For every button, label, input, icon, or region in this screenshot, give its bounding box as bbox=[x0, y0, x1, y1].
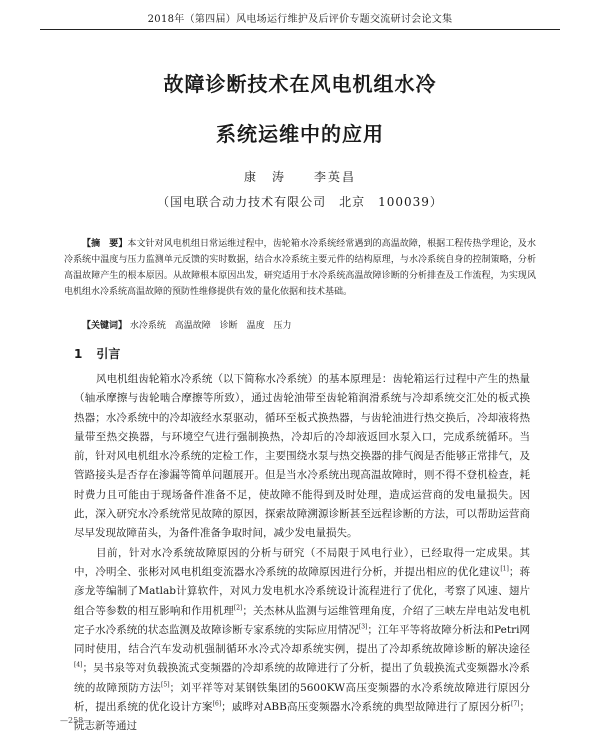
abstract bbox=[64, 236, 536, 300]
affiliation: （国电联合动力技术有限公司 北京 100039） bbox=[157, 195, 443, 209]
running-header: 2018年（第四届）风电场运行维护及后评价专题交流研讨会论文集 bbox=[40, 10, 560, 30]
paragraph-2-part: 目前，针对水冷系统故障原因的分析与研究（不局限于风电行业），已经取得一定成果。其中，冷明全、张彬对风电机组变流器水冷系统的故障原因进行分析，并提出相应的优化建议 bbox=[74, 546, 530, 578]
abstract-label: 【摘 要】 bbox=[82, 239, 128, 249]
keywords-label: 【关键词】 bbox=[82, 321, 128, 331]
citation: [5] bbox=[161, 681, 170, 689]
paragraph-2-part: ；阮志新等通过 bbox=[74, 701, 531, 733]
keyword-item: 温度 bbox=[246, 321, 265, 331]
paper-title-line-2: 系统运维中的应用 bbox=[216, 122, 384, 146]
section-title: 引言 bbox=[96, 347, 121, 361]
paragraph-2-part: ；关杰林从监测与运维管理角度，介绍了三峡左岸电站发电机定子水冷系统的状态监测及故障诊断专家系统的实际应用情况 bbox=[74, 604, 531, 636]
keyword-item: 诊断 bbox=[219, 321, 238, 331]
keyword-item: 压力 bbox=[273, 321, 292, 331]
keywords bbox=[82, 318, 536, 334]
paragraph-2-part: ；刘平祥等对某钢铁集团的5600KW高压变频器的水冷系统故障进行原因分析，提出系统的优化设计方案 bbox=[74, 681, 530, 714]
paragraph-2-part: ；江年平等将故障分析法和Petri网同时使用，结合汽车发动机强制循环水冷式冷却系统实例，提出了冷却系统故障诊断的解决途径 bbox=[74, 623, 531, 656]
keyword-item: 水冷系统 bbox=[129, 321, 166, 331]
body-text bbox=[74, 370, 530, 737]
citation: [6] bbox=[212, 700, 222, 708]
paragraph-2 bbox=[74, 544, 530, 737]
author-list: 康 涛 李英昌 bbox=[243, 170, 356, 184]
citation: [4] bbox=[74, 661, 83, 669]
citation: [3] bbox=[358, 623, 368, 631]
section-number: 1 bbox=[74, 347, 83, 361]
paper-title-line-1: 故障诊断技术在风电机组水冷 bbox=[163, 72, 437, 96]
citation: [2] bbox=[233, 604, 243, 612]
paragraph-2-part: ；蒋彦龙等编制了Matlab计算软件，对风力发电机水冷系统设计流程进行了优化，考察了风速、翅片组合等参数的相互影响和作用机理 bbox=[74, 565, 531, 617]
section-heading bbox=[74, 345, 120, 362]
paragraph-1: 风电机组齿轮箱水冷系统（以下简称水冷系统）的基本原理是：齿轮箱运行过程中产生的热量（轴承摩擦与齿轮啮合摩擦等所致），通过齿轮油带至齿轮箱润滑系统与冷却系统交汇处的板式换热器；水冷系统中的冷却液经水泵驱动，循环至板式换热器，与齿轮油进行热交换后，冷却液将热量带至热交换器，与环境空气进行强制换热，冷却后的冷却液返回水泵入口，完成系统循环。当前，针对风电机组水冷系统的定检工作，主要围绕水泵与热交换器的排气阀是否能够正常排气，及管路接头是否存在渗漏等简单问题展开。但是当水冷系统出现高温故障时，则不得不登机检查，耗时费力且可能由于现场备件准备不足，使故障不能得到及时处理，造成运营商的发电量损失。因此，深入研究水冷系统常见故障的原因，探索故障溯源诊断甚至远程诊断的方法，可以帮助运营商尽早发现故障苗头，为备件准备争取时间，减少发电量损失。 bbox=[74, 373, 530, 540]
keyword-item: 高温故障 bbox=[174, 321, 211, 331]
citation: [1] bbox=[500, 565, 509, 573]
paragraph-2-part: ；戚晔对ABB高压变频器水冷系统的典型故障进行了原因分析 bbox=[221, 701, 512, 714]
page-number: —258— bbox=[60, 716, 92, 725]
abstract-text: 本文针对风电机组日常运维过程中，齿轮箱水冷系统经常遇到的高温故障，根据工程传热学理论，及水冷系统中温度与压力监测单元反馈的实时数据，结合水冷系统主要元件的结构原理，与水冷系统自身的控制策略，分析高温故障产生的根本原因。从故障根本原因出发，研究适用于水冷系统高温故障诊断的分析排查及工作流程，为实现风电机组水冷系统高温故障的预防性维修提供有效的量化依据和技术基础。 bbox=[64, 239, 536, 297]
paragraph-2-part: ；吴书泉等对负载换流式变频器的冷却系统的故障进行了分析，提出了负载换流式变频器水冷系统的故障预防方法 bbox=[74, 662, 530, 694]
citation: [7] bbox=[511, 700, 520, 708]
